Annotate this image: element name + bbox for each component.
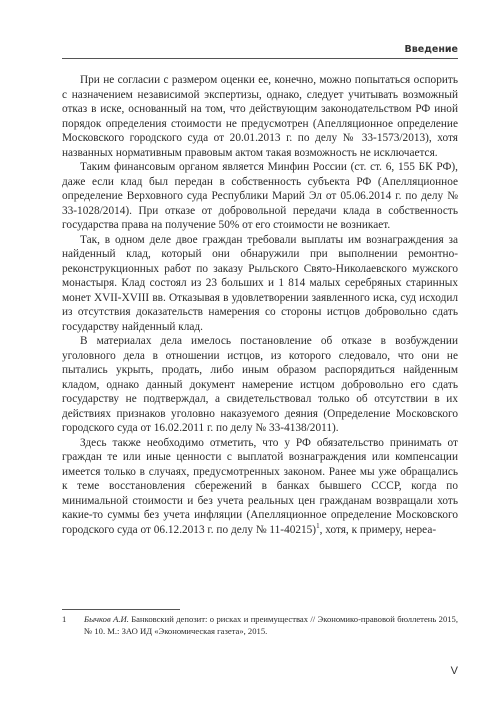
footnote <box>62 614 458 637</box>
footnote-author: Бычков А.И. <box>84 614 129 624</box>
footnote-citation: Банковский депозит: о рисках и преимуществах // Экономико-правовой бюллетень 2015, № 10. М.: ЗАО ИД «Экономическая газета», 2015. <box>84 614 458 636</box>
footnote-text <box>84 614 458 637</box>
paragraph: Таким финансовым органом является Минфин России (ст. ст. 6, 155 БК РФ), даже если клад был передан в собственность субъекта РФ (Апелляционное определение Верховного суда Республики Марий Эл от 05.06.2014 г. по делу № 33-1028/2014). При отказе от добровольной передачи клада в собственность государства права на получение 50% от его стоимости не возникает. <box>62 161 458 231</box>
paragraph-text: Здесь также необходимо отметить, что у РФ обязательство принимать от граждан те или иные ценности с выплатой вознаграждения или компенсации имеется только в случаях, предусмотренных законом. Ранее мы уже обращались к теме восстановления сбережений в банках бывшего СССР, когда по минимальной стоимости и без учета реальных цен гражданам возвращали хоть какие-то суммы без учета инфляции (Апелляционное определение Московского городского суда от 06.12.2013 г. по делу № 11-40215) <box>62 436 458 536</box>
body-text <box>62 73 458 537</box>
running-header: Введение <box>404 44 458 55</box>
footnote-number: 1 <box>62 614 67 624</box>
footnote-reference: 1 <box>316 521 320 530</box>
header-rule <box>62 58 458 59</box>
paragraph-text-tail: , хотя, к примеру, нереа- <box>319 523 437 536</box>
paragraph: При не согласии с размером оценки ее, конечно, можно попытаться оспорить с назначением независимой экспертизы, однако, следует учитывать возможный отказ в иске, основанный на том, что действующим законодательством РФ иной порядок определения стоимости не предусмотрен (Апелляционное определение Московского городского суда от 20.01.2013 г. по делу № 33-1573/2013), хотя названных нормативным правовым актом такая возможность не исключается. <box>62 74 458 159</box>
paragraph: В материалах дела имелось постановление об отказе в возбуждении уголовного дела в отношении истцов, из которого следовало, что они не пытались укрыть, продать, либо иным образом распорядиться найденным кладом, однако данный документ намерение истцом добровольно его сдать государству не подтверждал, а свидетельствовал только об отсутствии в их действиях признаков уголовно наказуемого деяния (Определение Московского городского суда от 16.02.2011 г. по делу № 33-4138/2011). <box>62 335 458 434</box>
footnote-rule <box>62 609 180 610</box>
paragraph: Так, в одном деле двое граждан требовали выплаты им вознаграждения за найденный клад, который они обнаружили при выполнении ремонтно-реконструкционных работ по заказу Рыльского Свято-Николаевского мужского монастыря. Клад состоял из 23 больших и 1 814 малых серебряных старинных монет XVII-XVIII вв. Отказывая в удовлетворении заявленного иска, суд исходил из отсутствия доказательств намерения со стороны истцов добровольно сдать государству найденный клад. <box>62 233 458 333</box>
paragraph-with-footnote <box>62 436 458 538</box>
page-number: V <box>450 665 458 677</box>
